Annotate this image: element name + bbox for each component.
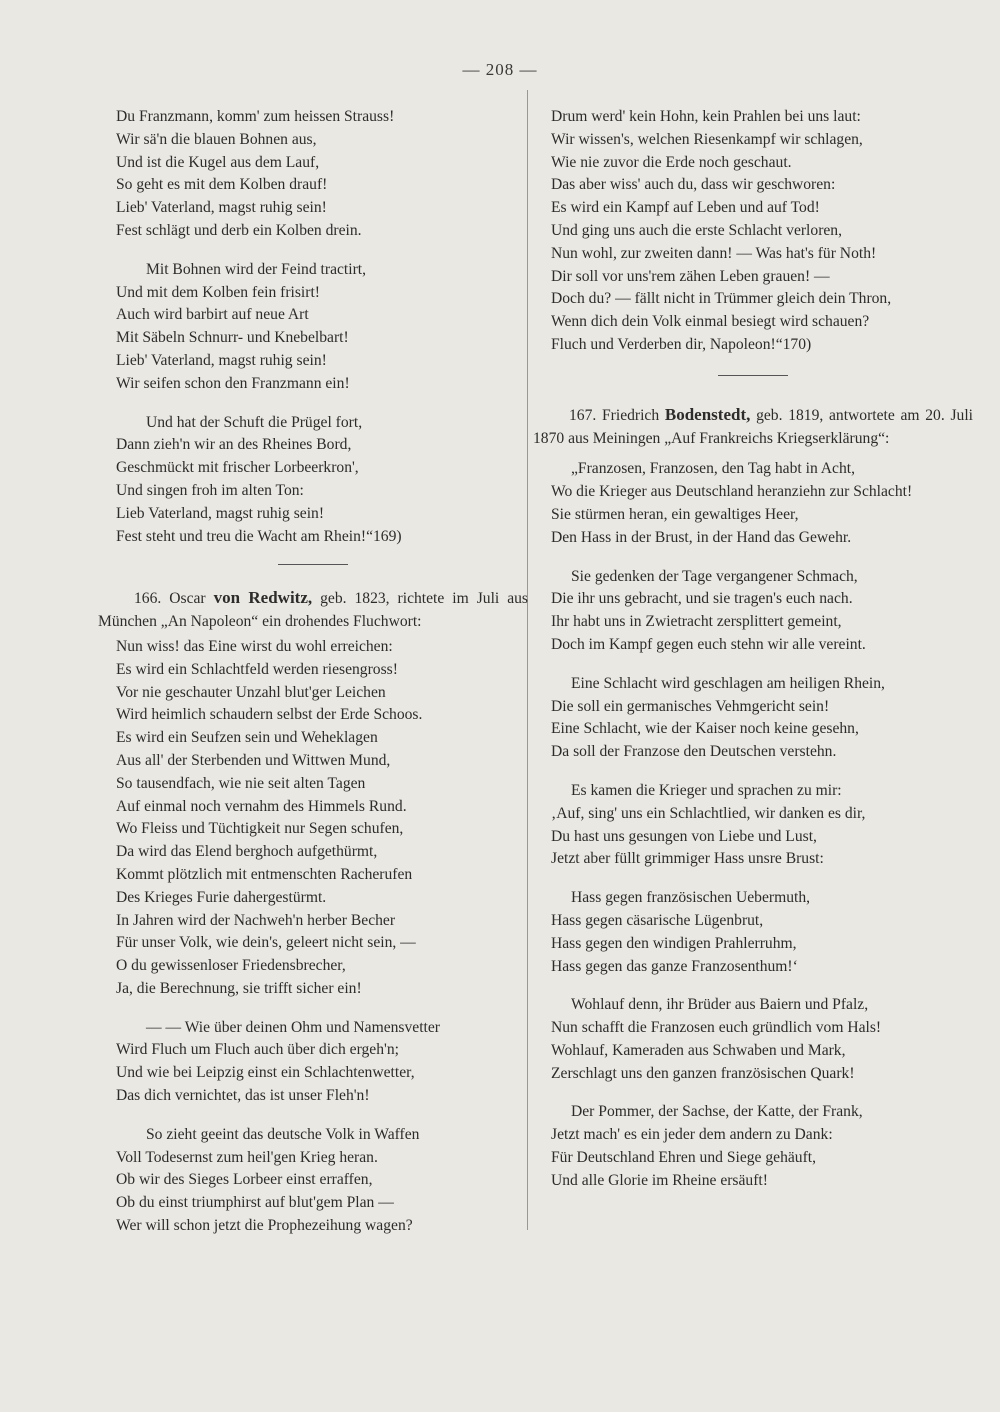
verse-line: Der Pommer, der Sachse, der Katte, der Frank, [571,1103,863,1121]
verse-line: Wie nie zuvor die Erde noch geschaut. [551,153,792,171]
verse-line: Dann zieh'n wir an des Rheines Bord, [116,436,352,454]
verse-line: Das aber wiss' auch du, dass wir geschworen: [551,176,836,194]
entry-text: geb. 1819, antwortete am 20. Juli 1870 aus Meiningen „Auf Frankreichs Kriegserklärung“: [533,406,973,447]
verse-line: Den Hass in der Brust, in der Hand das Gewehr. [551,528,852,546]
verse-line: Ja, die Berechnung, sie trifft sicher ein! [116,979,362,997]
verse-line: Eine Schlacht wird geschlagen am heiligen Rhein, [571,674,885,692]
verse-line: Die soll ein germanisches Vehmgericht sein! [551,697,830,715]
stanza [98,1017,528,1108]
verse-line: Fest steht und treu die Wacht am Rhein!“169) [116,527,402,545]
verse-line: Lieb Vaterland, magst ruhig sein! [116,504,325,522]
verse-line: So tausendfach, wie nie seit alten Tagen [116,774,366,792]
verse-line: Dir soll vor uns'rem zähen Leben grauen! — [551,267,830,285]
stanza [533,887,973,978]
verse-line: Ihr habt uns in Zwietracht zersplittert gemeint, [551,613,842,631]
stanza [533,106,973,357]
verse-line: „Franzosen, Franzosen, den Tag habt in Acht, [571,460,855,478]
verse-line: Es wird ein Kampf auf Leben und auf Tod! [551,199,820,217]
verse-line: Des Krieges Furie dahergestürmt. [116,888,327,906]
verse-line: Für unser Volk, wie dein's, geleert nicht sein, — [116,934,416,952]
verse-line: ‚Auf, sing' uns ein Schlachtlied, wir danken es dir, [551,804,866,822]
verse-line: Es wird ein Schlachtfeld werden riesengross! [116,660,398,678]
verse-line: Und ist die Kugel aus dem Lauf, [116,153,320,171]
poem-169-continuation [98,106,528,548]
stanza [98,636,528,1001]
verse-line: Voll Todesernst zum heil'gen Krieg heran. [116,1148,378,1166]
verse-line: Da soll der Franzose den Deutschen verstehn. [551,743,837,761]
verse-line: Für Deutschland Ehren und Siege gehäuft, [551,1149,817,1167]
stanza [533,1101,973,1192]
verse-line: Lieb' Vaterland, magst ruhig sein! [116,199,327,217]
verse-line: Ob du einst triumphirst auf blut'gem Plan — [116,1194,394,1212]
verse-line: Und wie bei Leipzig einst ein Schlachtenwetter, [116,1064,415,1082]
entry-text: geb. 1823, richtete im Juli aus München „An Napoleon“ ein drohendes Fluchwort: [98,590,528,631]
verse-line: Vor nie geschauter Unzahl blut'ger Leichen [116,683,386,701]
verse-line: So geht es mit dem Kolben drauf! [116,176,328,194]
poem-167 [533,458,973,1192]
verse-line: Lieb' Vaterland, magst ruhig sein! [116,351,327,369]
entry-number: 167. Friedrich [569,406,660,424]
stanza [98,106,528,243]
poem-166-continuation [533,106,973,357]
verse-line: Doch im Kampf gegen euch stehn wir alle vereint. [551,635,866,653]
verse-line: Wir seifen schon den Franzmann ein! [116,374,350,392]
section-rule [278,564,348,565]
verse-line: Wohlauf, Kameraden aus Schwaben und Mark, [551,1041,846,1059]
verse-line: Wird Fluch um Fluch auch über dich ergeh'n; [116,1041,399,1059]
right-column [533,106,973,1209]
entry-author: von Redwitz, [213,588,313,608]
stanza [533,458,973,549]
verse-line: Hass gegen das ganze Franzosenthum!‘ [551,957,798,975]
verse-line: Wir sä'n die blauen Bohnen aus, [116,130,317,148]
verse-line: Wohlauf denn, ihr Brüder aus Baiern und Pfalz, [571,996,869,1014]
verse-line: Und mit dem Kolben fein frisirt! [116,283,320,301]
stanza [533,994,973,1085]
verse-line: Mit Säbeln Schnurr- und Knebelbart! [116,329,349,347]
page-number: — 208 — [462,60,538,79]
verse-line: O du gewissenloser Friedensbrecher, [116,957,346,975]
verse-line: So zieht geeint das deutsche Volk in Waffen [146,1125,420,1143]
verse-line: Aus all' der Sterbenden und Wittwen Mund, [116,751,391,769]
verse-line: Und ging uns auch die erste Schlacht verloren, [551,221,842,239]
stanza [533,673,973,764]
entry-author: Bodenstedt, [664,404,751,424]
verse-line: Nun wiss! das Eine wirst du wohl erreichen: [116,637,393,655]
verse-line: Und hat der Schuft die Prügel fort, [146,413,363,431]
verse-line: Wo die Krieger aus Deutschland heranziehn zur Schlacht! [551,483,913,501]
verse-line: Nun schafft die Franzosen euch gründlich vom Hals! [551,1019,882,1037]
verse-line: Es kamen die Krieger und sprachen zu mir: [571,781,842,799]
verse-line: Wo Fleiss und Tüchtigkeit nur Segen schufen, [116,820,404,838]
verse-line: Auch wird barbirt auf neue Art [116,306,309,324]
stanza [533,566,973,657]
verse-line: Sie stürmen heran, ein gewaltiges Heer, [551,505,799,523]
verse-line: Nun wohl, zur zweiten dann! — Was hat's für Noth! [551,244,877,262]
verse-line: Wird heimlich schaudern selbst der Erde Schoos. [116,706,423,724]
verse-line: Es wird ein Seufzen sein und Weheklagen [116,729,378,747]
verse-line: Hass gegen den windigen Prahlerruhm, [551,934,797,952]
verse-line: Wer will schon jetzt die Prophezeihung wagen? [116,1217,413,1235]
verse-line: Die ihr uns gebracht, und sie tragen's euch nach. [551,590,853,608]
verse-line: Doch du? — fällt nicht in Trümmer gleich dein Thron, [551,290,892,308]
entry-166 [98,587,528,634]
verse-line: Auf einmal noch vernahm des Himmels Rund. [116,797,407,815]
verse-line: Fest schlägt und derb ein Kolben drein. [116,221,362,239]
left-column [98,106,528,1254]
verse-line: Da wird das Elend berghoch aufgethürmt, [116,843,378,861]
verse-line: Fluch und Verderben dir, Napoleon!“170) [551,335,812,353]
verse-line: In Jahren wird der Nachweh'n herber Becher [116,911,396,929]
poem-166 [98,636,528,1238]
verse-line: Zerschlagt uns den ganzen französischen Quark! [551,1064,855,1082]
verse-line: Das dich vernichtet, das ist unser Fleh'n! [116,1087,370,1105]
stanza [98,1124,528,1238]
entry-167 [533,404,973,451]
verse-line: Geschmückt mit frischer Lorbeerkron', [116,459,359,477]
stanza [533,780,973,871]
verse-line: Ob wir des Sieges Lorbeer einst erraffen, [116,1171,373,1189]
verse-line: Mit Bohnen wird der Feind tractirt, [146,260,367,278]
verse-line: Drum werd' kein Hohn, kein Prahlen bei uns laut: [551,108,861,125]
verse-line: Wir wissen's, welchen Riesenkampf wir schlagen, [551,130,863,148]
verse-line: Hass gegen französischen Uebermuth, [571,889,811,907]
verse-line: Wenn dich dein Volk einmal besiegt wird schauen? [551,313,870,331]
verse-line: Eine Schlacht, wie der Kaiser noch keine gesehn, [551,720,859,738]
verse-line: Sie gedenken der Tage vergangener Schmach, [571,567,858,585]
verse-line: Du hast uns gesungen von Liebe und Lust, [551,827,817,845]
stanza [98,412,528,549]
verse-line: Du Franzmann, komm' zum heissen Strauss! [116,108,395,125]
verse-line: Jetzt aber füllt grimmiger Hass unsre Brust: [551,850,824,868]
verse-line: Kommt plötzlich mit entmenschten Racherufen [116,865,413,883]
verse-line: Hass gegen cäsarische Lügenbrut, [551,911,764,929]
verse-line: Und singen froh im alten Ton: [116,481,304,499]
verse-line: — — Wie über deinen Ohm und Namensvetter [146,1018,440,1036]
verse-line: Und alle Glorie im Rheine ersäuft! [551,1171,768,1189]
stanza [98,259,528,396]
verse-line: Jetzt mach' es ein jeder dem andern zu Dank: [551,1126,833,1144]
section-rule [718,375,788,376]
entry-number: 166. Oscar [134,590,206,608]
